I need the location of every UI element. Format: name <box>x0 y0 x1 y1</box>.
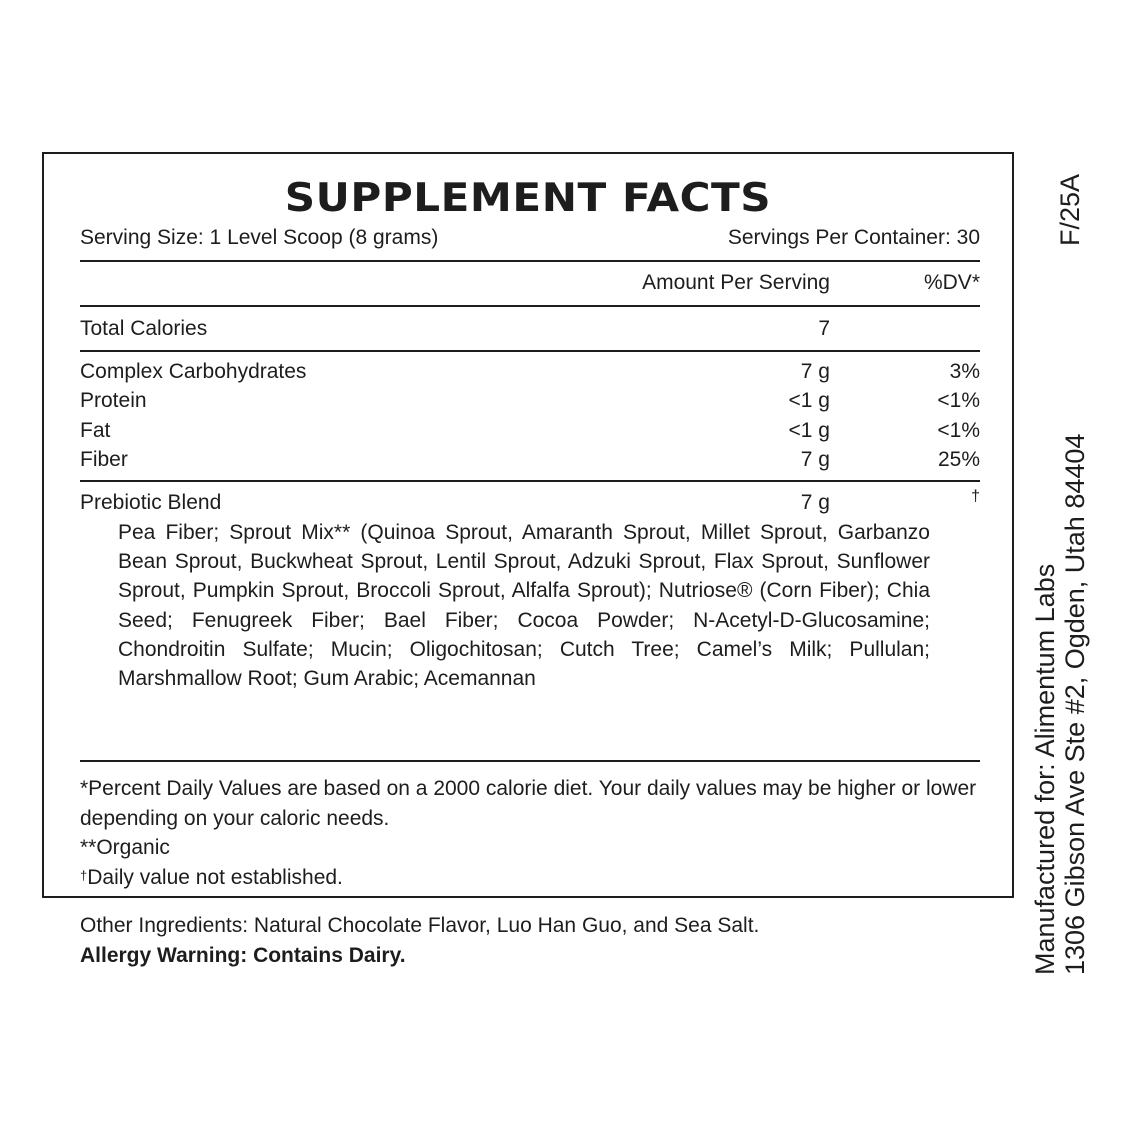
divider <box>80 350 980 352</box>
nutrient-amount: 7 <box>818 317 830 340</box>
panel-title: SUPPLEMENT FACTS <box>284 176 772 221</box>
blend-name: Prebiotic Blend <box>80 491 222 514</box>
manufacturer-info <box>1030 415 1094 975</box>
supplement-facts-panel <box>42 152 1014 898</box>
serving-size: Serving Size: 1 Level Scoop (8 grams) <box>80 226 439 249</box>
dagger-symbol: † <box>80 867 88 883</box>
nutrient-amount: 7 g <box>800 360 830 383</box>
manufacturer-line: Manufactured for: Alimentum Labs <box>1030 563 1060 975</box>
footnotes <box>80 774 980 892</box>
nutrient-name: Protein <box>80 389 147 412</box>
nutrient-name: Complex Carbohydrates <box>80 360 307 383</box>
servings-per-container: Servings Per Container: 30 <box>727 226 980 249</box>
other-info <box>80 911 759 970</box>
dagger-footnote <box>80 863 980 893</box>
blend-amount: 7 g <box>800 491 830 514</box>
divider <box>80 305 980 307</box>
allergy-warning: Allergy Warning: Contains Dairy. <box>80 943 406 967</box>
product-code-text: F/25A <box>1055 173 1085 246</box>
nutrient-dv: 25% <box>937 448 980 471</box>
divider <box>80 480 980 482</box>
dv-header: %DV* <box>923 271 980 294</box>
nutrient-name: Fiber <box>80 448 128 471</box>
divider <box>80 260 980 262</box>
product-code <box>1055 168 1085 246</box>
address-line: 1306 Gibson Ave Ste #2, Ogden, Utah 84404 <box>1060 433 1090 975</box>
nutrient-dv: 3% <box>949 360 980 383</box>
nutrient-name: Total Calories <box>80 317 208 340</box>
nutrient-name: Fat <box>80 419 111 442</box>
other-ingredients: Other Ingredients: Natural Chocolate Flavor, Luo Han Guo, and Sea Salt. <box>80 914 760 937</box>
nutrient-dv: <1% <box>937 419 980 442</box>
nutrient-amount: 7 g <box>800 448 830 471</box>
nutrient-amount: <1 g <box>788 419 830 442</box>
dv-footnote: *Percent Daily Values are based on a 2000 calorie diet. Your daily values may be higher or lower depending on your caloric needs. <box>80 777 977 830</box>
nutrient-amount: <1 g <box>788 389 830 412</box>
divider <box>80 760 980 762</box>
blend-dv-dagger: † <box>971 488 980 505</box>
organic-footnote: **Organic <box>80 836 170 859</box>
dagger-footnote-text: Daily value not established. <box>87 865 343 889</box>
blend-ingredients: Pea Fiber; Sprout Mix** (Quinoa Sprout, Amaranth Sprout, Millet Sprout, Garbanzo Bean Sprout, Buckwheat Sprout, Lentil Sprout, Adzuki Sprout, Flax Sprout, Sunflower Sprout, Pumpkin Sprout, Broccoli Sprout, Alfalfa Sprout); Nutriose® (Corn Fiber); Chia Seed; Fenugreek Fiber; Bael Fiber; Cocoa Powder; N-Acetyl-D-Glucosamine; Chondroitin Sulfate; Mucin; Oligochitosan; Cutch Tree; Camel’s Milk; Pullulan; Marshmallow Root; Gum Arabic; Acemannan <box>118 521 930 691</box>
amount-header: Amount Per Serving <box>642 271 830 294</box>
nutrient-dv: <1% <box>937 389 980 412</box>
